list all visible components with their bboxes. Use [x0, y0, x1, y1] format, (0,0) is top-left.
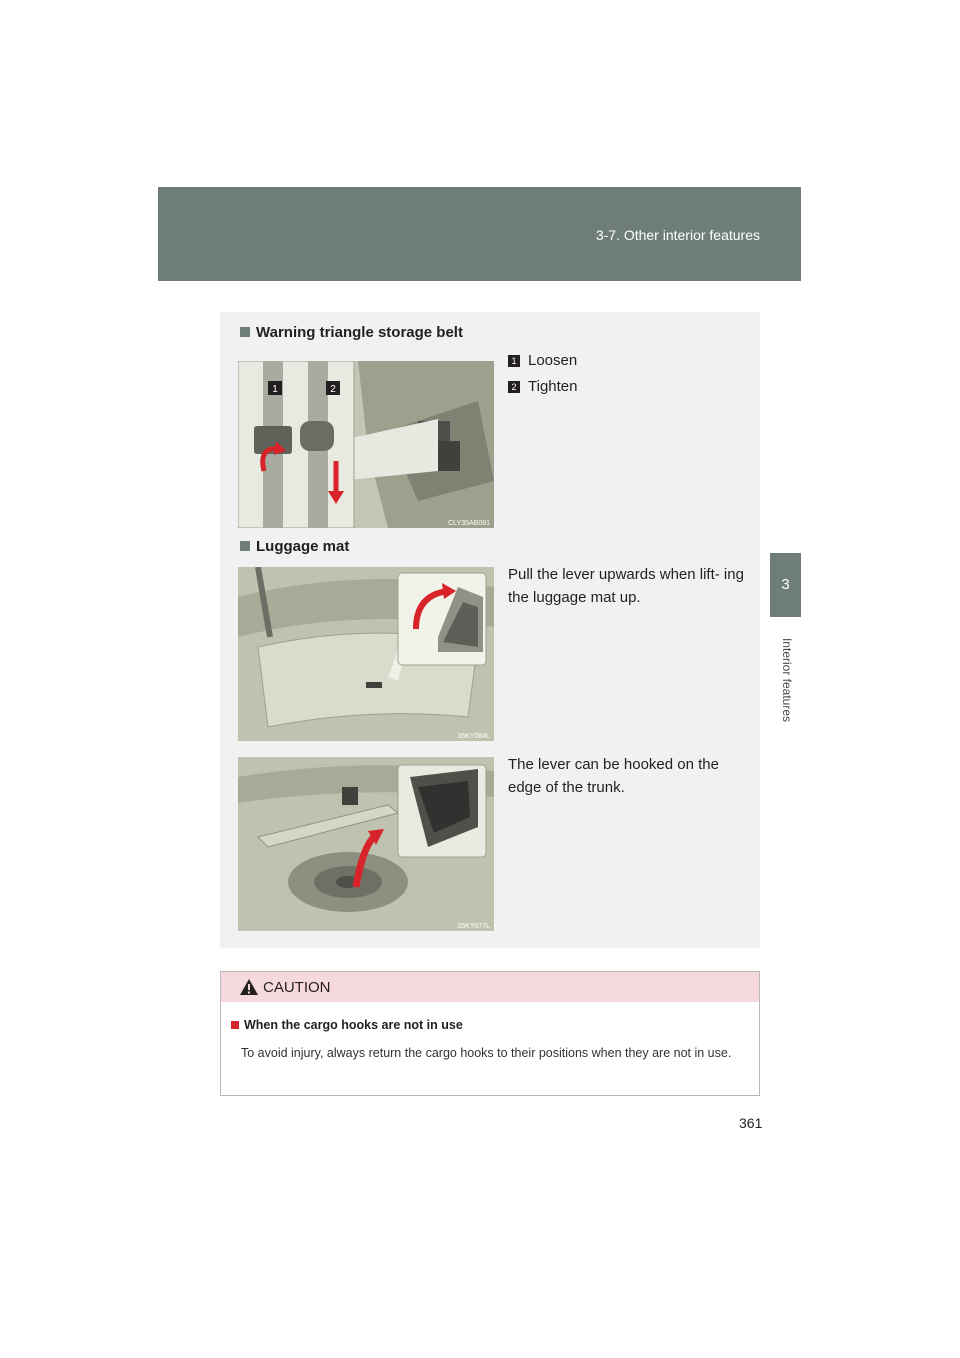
chapter-label [778, 630, 796, 730]
step-loosen: 1 Loosen [508, 352, 577, 369]
caution-label: CAUTION [263, 979, 331, 996]
step-number-2: 2 [508, 381, 520, 393]
svg-text:2: 2 [330, 384, 336, 395]
caution-header [221, 972, 759, 1002]
luggage-mat-figure [238, 567, 494, 741]
storage-belt-heading: Warning triangle storage belt [240, 324, 463, 341]
svg-text:1: 1 [272, 384, 278, 395]
heading-bullet-icon [240, 541, 250, 551]
figure-code: CLY35AB081 [448, 520, 490, 527]
lever-hook-figure [238, 757, 494, 931]
figure-code: 35KY084L [457, 733, 490, 740]
step-tighten: 2 Tighten [508, 378, 577, 395]
section-title: 3-7. Other interior features [595, 227, 760, 243]
step-number-1: 1 [508, 355, 520, 367]
luggage-mat-heading: Luggage mat [240, 538, 349, 555]
warning-triangle-icon [239, 978, 259, 996]
page-number: 361 [739, 1115, 763, 1131]
caution-box [220, 971, 760, 1096]
storage-belt-figure [238, 361, 494, 528]
heading-bullet-icon [240, 327, 250, 337]
luggage-mat-instruction: Pull the lever upwards when lift- ing the luggage mat up. [508, 566, 744, 606]
lever-hook-instruction: The lever can be hooked on the edge of the trunk. [508, 756, 719, 796]
chapter-label-text: Interior features [780, 637, 794, 723]
figure-code: 35KY077L [457, 923, 490, 930]
section-header [158, 187, 801, 281]
chapter-tab: 3 [770, 553, 801, 617]
red-bullet-icon [231, 1021, 239, 1029]
caution-body: To avoid injury, always return the cargo hooks to their positions when they are not in use. [241, 1046, 732, 1060]
caution-title: When the cargo hooks are not in use [231, 1018, 463, 1032]
